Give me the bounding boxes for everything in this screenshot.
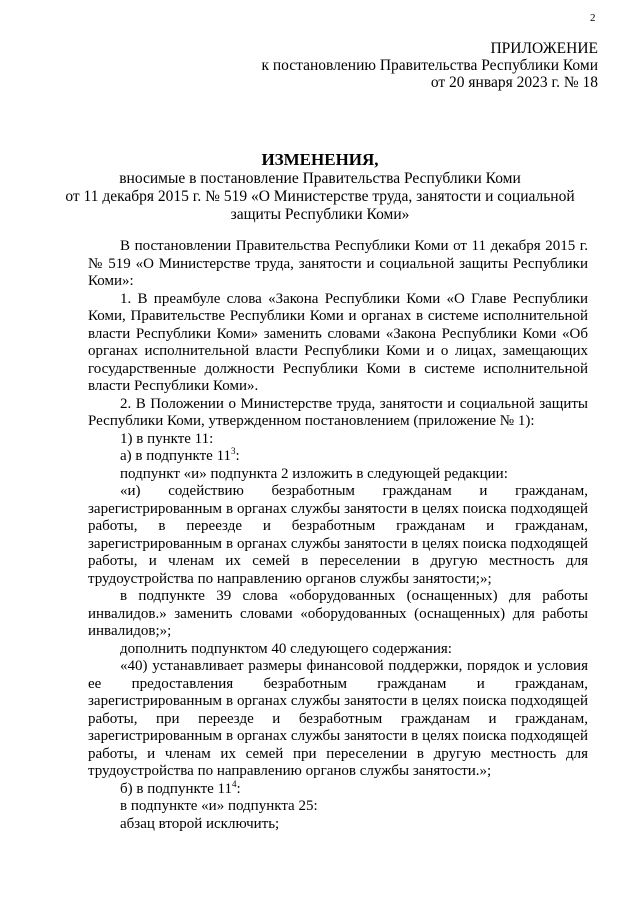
paragraph-edit-instruction: подпункт «и» подпункта 2 изложить в следующей редакции: (120, 465, 508, 482)
paragraph-subitem-a (88, 448, 588, 466)
title-line-2: от 11 декабря 2015 г. № 519 «О Министерстве труда, занятости и социальной (65, 188, 575, 205)
subitem-b-text: б) в подпункте 11 (120, 780, 232, 797)
appendix-header (261, 40, 598, 91)
paragraph-intro: В постановлении Правительства Республики Коми от 11 декабря 2015 г. № 519 «О Министерстве труда, занятости и социальной защиты Республики Коми»: (88, 238, 588, 289)
subitem-a-superscript: 3 (231, 446, 236, 456)
paragraph-subitem-b (88, 778, 588, 799)
paragraph-subitem-1: 1) в пункте 11: (120, 430, 214, 447)
paragraph-quoted-40: «40) устанавливает размеры финансовой поддержки, порядок и условия ее предоставления безработным гражданам и гражданам, зарегистрированным в органах службы занятости в целях поиска подходящей работы, при переезде и безработным гражданам и гражданам, зарегистрированным в органах службы занятости в целях поиска подходящей работы, и членам их семей при переселении в другую местность для трудоустройства по направлению органов службы занятости.»; (88, 658, 588, 779)
subitem-a-text: а) в подпункте 11 (120, 448, 232, 464)
appendix-label: ПРИЛОЖЕНИЕ (490, 40, 598, 57)
document-body (88, 238, 588, 833)
paragraph-subpoint-39: в подпункте 39 слова «оборудованных (оснащенных) для работы инвалидов.» заменить словами «оборудованных (оснащенных) для работы инвалидов;»; (88, 588, 588, 639)
appendix-reference: к постановлению Правительства Республики Коми (261, 57, 598, 74)
paragraph-subpoint-25: в подпункте «и» подпункта 25: (120, 798, 318, 814)
title-line-3: защиты Республики Коми» (230, 206, 410, 223)
paragraph-quoted-i: «и) содействию безработным гражданам и гражданам, зарегистрированным в органах службы занятости в целях поиска подходящей работы, в переезде и безработным гражданам и гражданам, зарегистрированным в органах службы занятости в целях поиска подходящей работы, и членам их семей в переселении в другую местность для трудоустройства по направлению органов службы занятости;»; (88, 483, 588, 587)
title-line-1: вносимые в постановление Правительства Республики Коми (119, 170, 521, 187)
subitem-b-superscript: 4 (232, 778, 237, 789)
paragraph-exclude: абзац второй исключить; (120, 815, 280, 832)
appendix-date: от 20 января 2023 г. № 18 (430, 74, 598, 91)
page-number: 2 (590, 12, 596, 24)
paragraph-add-instruction: дополнить подпунктом 40 следующего содержания: (120, 640, 452, 657)
subitem-b-colon: : (236, 780, 241, 797)
title-heading: ИЗМЕНЕНИЯ, (261, 150, 379, 169)
paragraph-item-2: 2. В Положении о Министерстве труда, занятости и социальной защиты Республики Коми, утвержденном постановлением (приложение № 1): (88, 395, 588, 429)
document-title (40, 150, 600, 224)
paragraph-item-1: 1. В преамбуле слова «Закона Республики Коми «О Главе Республики Коми, Правительстве Республики Коми и органах в системе исполнительной власти Республики Коми» заменить словами «Закона Республики Коми «Об органах исполнительной власти Республики Коми и о лицах, замещающих государственные должности Республики Коми в системе исполнительной власти Республики Коми». (88, 290, 588, 394)
subitem-a-colon: : (235, 448, 240, 464)
